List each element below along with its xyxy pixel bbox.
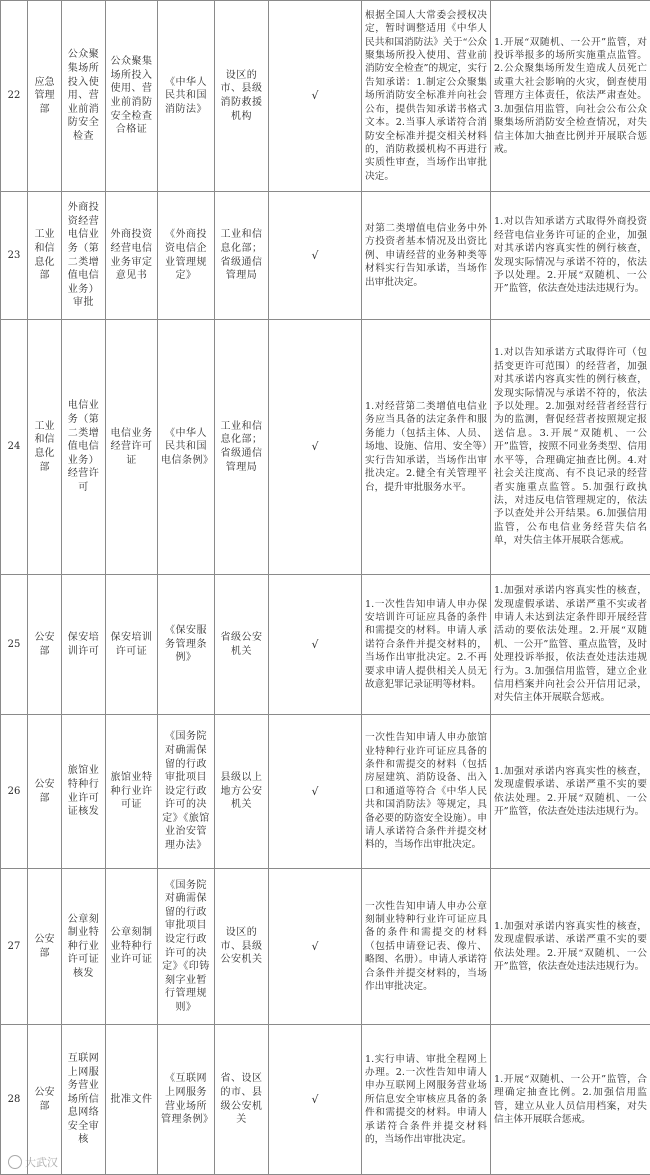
approval-document: 电信业务经营许可证 bbox=[106, 320, 158, 575]
row-number: 25 bbox=[1, 575, 28, 715]
row-number: 24 bbox=[1, 320, 28, 575]
department: 公安部 bbox=[28, 869, 62, 1025]
department: 工业和信息化部 bbox=[28, 192, 62, 320]
legal-basis: 《国务院对确需保留的行政审批项目设定行政许可的决定》《印铸刻字业暂行管理规则》 bbox=[158, 869, 215, 1025]
legal-basis: 《外商投资电信企业管理规定》 bbox=[158, 192, 215, 320]
approval-document: 批准文件 bbox=[106, 1025, 158, 1175]
supervision-measures: 1.开展“双随机、一公开”监管，合理确定抽查比例。2.加强信用监管，建立从业人员信用档案，对失信主体开展联合惩戒。 bbox=[491, 1025, 650, 1175]
row-number: 27 bbox=[1, 869, 28, 1025]
approval-authority: 设区的市、县级消防救援机构 bbox=[215, 1, 269, 192]
approval-document: 保安培训许可证 bbox=[106, 575, 158, 715]
approval-item: 互联网上网服务营业场所信息网络安全审核 bbox=[62, 1025, 106, 1175]
approval-item: 公众聚集场所投入使用、营业前消防安全检查 bbox=[62, 1, 106, 192]
approval-authority: 省、设区的市、县级公安机关 bbox=[215, 1025, 269, 1175]
watermark-logo-icon bbox=[8, 1155, 22, 1169]
approval-item: 旅馆业特种行业许可证核发 bbox=[62, 715, 106, 869]
row-number: 28 bbox=[1, 1025, 28, 1175]
watermark bbox=[8, 1154, 58, 1170]
approval-item: 外商投资经营电信业务（第二类增值电信业务）审批 bbox=[62, 192, 106, 320]
table-body bbox=[1, 1, 650, 1175]
department: 公安部 bbox=[28, 715, 62, 869]
supervision-measures: 1.对以告知承诺方式取得外商投资经营电信业务许可证的企业，加强对其承诺内容真实性的例行核查，发现实际情况与承诺不符的，依法予以处理。2.开展“双随机、一公开”监管，依法查处违法违规行为。 bbox=[491, 192, 650, 320]
reform-method: 1.实行申请、审批全程网上办理。2.一次性告知申请人申办互联网上网服务营业场所信息安全审核应具备的条件和需提交的材料。申请人承诺符合条件并提交材料的，当场作出审批决定。 bbox=[362, 1025, 491, 1175]
legal-basis: 《互联网上网服务营业场所管理条例》 bbox=[158, 1025, 215, 1175]
check-mark: √ bbox=[269, 320, 362, 575]
table-row bbox=[1, 320, 650, 575]
legal-basis: 《保安服务管理条例》 bbox=[158, 575, 215, 715]
department: 工业和信息化部 bbox=[28, 320, 62, 575]
department: 应急管理部 bbox=[28, 1, 62, 192]
table-row bbox=[1, 575, 650, 715]
approval-authority: 县级以上地方公安机关 bbox=[215, 715, 269, 869]
legal-basis: 《国务院对确需保留的行政审批项目设定行政许可的决定》《旅馆业治安管理办法》 bbox=[158, 715, 215, 869]
check-mark: √ bbox=[269, 715, 362, 869]
watermark-text: 大武汉 bbox=[25, 1154, 58, 1170]
reform-method: 一次性告知申请人申办旅馆业特种行业许可证应具备的条件和需提交的材料（包括房屋建筑、消防设备、出入口和通道等符合《中华人民共和国消防法》等规定，具备必要的防盗安全设施）。申请人承诺符合条件并提交材料的，当场作出审批决定。 bbox=[362, 715, 491, 869]
reform-method: 一次性告知申请人申办公章刻制业特种行业许可证应具备的条件和需提交的材料（包括申请登记表、像片、略图、名册）。申请人承诺符合条件并提交材料的，当场作出审批决定。 bbox=[362, 869, 491, 1025]
approval-document: 公章刻制业特种行业许可证 bbox=[106, 869, 158, 1025]
row-number: 22 bbox=[1, 1, 28, 192]
check-mark: √ bbox=[269, 575, 362, 715]
check-mark: √ bbox=[269, 192, 362, 320]
approval-document: 公众聚集场所投入使用、营业前消防安全检查合格证 bbox=[106, 1, 158, 192]
supervision-measures: 1.加强对承诺内容真实性的核查，发现虚假承诺、承诺严重不实的要依法处理。2.开展“双随机、一公开”监管，依法查处违法违规行为。 bbox=[491, 869, 650, 1025]
legal-basis: 《中华人民共和国电信条例》 bbox=[158, 320, 215, 575]
department: 公安部 bbox=[28, 575, 62, 715]
row-number: 26 bbox=[1, 715, 28, 869]
supervision-measures: 1.对以告知承诺方式取得许可（包括变更许可范围）的经营者，加强对其承诺内容真实性的例行核查，发现实际情况与承诺不符的，依法予以处理。2.加强对经营者经营行为的监测，督促经营者按照规定报送信息。3.开展“双随机、一公开”监管，按照不同业务类型、信用水平等，合理确定抽查比例。4.对社会关注度高、有不良记录的经营者实施重点监管。5.加强行政执法，对违反电信管理规定的，依法予以查处并公开结果。6.加强信用监管，公布电信业务经营失信名单，对失信主体开展联合惩戒。 bbox=[491, 320, 650, 575]
check-mark: √ bbox=[269, 1025, 362, 1175]
table-row bbox=[1, 192, 650, 320]
approval-item: 保安培训许可 bbox=[62, 575, 106, 715]
approval-document: 旅馆业特种行业许可证 bbox=[106, 715, 158, 869]
table-row bbox=[1, 715, 650, 869]
supervision-measures: 1.开展“双随机、一公开”监管，对投诉举报多的场所实施重点监管。2.公众聚集场所发生造成人员死亡或重大社会影响的火灾，倒查使用管理方主体责任，依法严肃查处。3.加强信用监管，向社会公布公众聚集场所消防安全检查情况，对失信主体加大抽查比例并开展联合惩戒。 bbox=[491, 1, 650, 192]
approval-authority: 省级公安机关 bbox=[215, 575, 269, 715]
approval-document: 外商投资经营电信业务审定意见书 bbox=[106, 192, 158, 320]
legal-basis: 《中华人民共和国消防法》 bbox=[158, 1, 215, 192]
approval-item: 公章刻制业特种行业许可证核发 bbox=[62, 869, 106, 1025]
table-row bbox=[1, 1, 650, 192]
department: 公安部 bbox=[28, 1025, 62, 1175]
reform-method: 1.一次性告知申请人申办保安培训许可证应具备的条件和需提交的材料。申请人承诺符合条件并提交材料的，当场作出审批决定。2.不再要求申请人提供相关人员无故意犯罪记录证明等材料。 bbox=[362, 575, 491, 715]
row-number: 23 bbox=[1, 192, 28, 320]
check-mark: √ bbox=[269, 869, 362, 1025]
supervision-measures: 1.加强对承诺内容真实性的核查，发现虚假承诺、承诺严重不实的要依法处理。2.开展“双随机、一公开”监管，依法查处违法违规行为。 bbox=[491, 715, 650, 869]
table-row bbox=[1, 1025, 650, 1175]
reform-method: 1.对经营第二类增值电信业务应当具备的法定条件和服务能力（包括主体、人员、场地、设施、信用、安全等）实行告知承诺，当场作出审批决定。2.健全有关管理平台，提升审批服务水平。 bbox=[362, 320, 491, 575]
approval-authority: 工业和信息化部；省级通信管理局 bbox=[215, 320, 269, 575]
reform-method: 对第二类增值电信业务中外方投资者基本情况及出资比例、申请经营的业务种类等材料实行告知承诺，当场作出审批决定。 bbox=[362, 192, 491, 320]
approval-authority: 设区的市、县级公安机关 bbox=[215, 869, 269, 1025]
reform-method: 根据全国人大常委会授权决定，暂时调整适用《中华人民共和国消防法》关于“公众聚集场所投入使用、营业前消防安全检查”的规定，实行告知承诺：1.制定公众聚集场所消防安全标准并向社会公布，提供告知承诺书格式文本。2.当事人承诺符合消防安全标准并提交相关材料的，消防救援机构不再进行实质性审查，当场作出审批决定。 bbox=[362, 1, 491, 192]
approval-authority: 工业和信息化部；省级通信管理局 bbox=[215, 192, 269, 320]
check-mark: √ bbox=[269, 1, 362, 192]
approval-item: 电信业务（第二类增值电信业务）经营许可 bbox=[62, 320, 106, 575]
table-row bbox=[1, 869, 650, 1025]
supervision-measures: 1.加强对承诺内容真实性的核查，发现虚假承诺、承诺严重不实或者申请人未达到法定条件即开展经营活动的要依法处理。2.开展“双随机、一公开”监管、重点监管，及时处理投诉举报，依法查处违法违规行为。3.加强信用监管，建立企业信用档案并向社会公开信用记录，对失信主体开展联合惩戒。 bbox=[491, 575, 650, 715]
